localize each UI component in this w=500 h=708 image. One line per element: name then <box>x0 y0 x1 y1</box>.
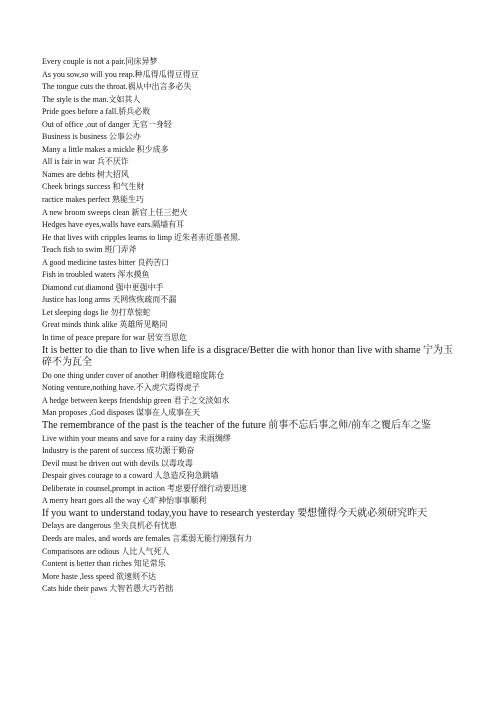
proverb-line: The tongue cuts the throat.祸从中出言多必失 <box>42 82 192 92</box>
proverb-line: The remembrance of the past is the teacher of the future 前事不忘后事之师/前车之覆后车之鉴 <box>42 419 432 431</box>
proverb-line: Devil must be driven out with devils 以毒攻毒 <box>42 458 193 468</box>
proverb-line: The style is the man.文如其人 <box>42 94 141 104</box>
proverb-line: Justice has long arms 天网恢恢疏而不漏 <box>42 295 177 305</box>
proverb-line: Do one thing under cover of another 明修栈道暗度陈仓 <box>42 370 225 380</box>
proverb-line: If you want to understand today,you have to research yesterday 要想懂得今天就必须研究昨天 <box>42 507 428 519</box>
proverb-line: Business is business 公事公办 <box>42 132 141 142</box>
proverb-line: Deliberate in counsel,prompt in action 考虑要仔细行动要迅速 <box>42 483 247 493</box>
proverb-line: As you sow,so will you reap.种瓜得瓜得豆得豆 <box>42 69 199 79</box>
proverb-line: Many a little makes a mickle 积少成多 <box>42 144 169 154</box>
proverb-line: Names are debts 树大招风 <box>42 169 129 179</box>
proverb-line: Out of office ,out of danger 无官一身轻 <box>42 119 172 129</box>
proverb-line: He that lives with cripples learns to limp 近朱者赤近墨者黑. <box>42 232 240 242</box>
proverb-line: More haste ,less speed 欲速则不达 <box>42 571 156 581</box>
proverb-line: Cheek brings success 和气生财 <box>42 182 145 192</box>
proverb-line: Industry is the parent of success 成功源于勤奋 <box>42 446 195 456</box>
proverb-line: Diamond cut diamond 强中更强中手 <box>42 282 164 292</box>
proverb-line: Live within your means and save for a rainy day 未雨绸缪 <box>42 433 231 443</box>
proverb-line: Man proposes ,God disposes 谋事在人成事在天 <box>42 408 200 418</box>
proverb-line: Noting venture,nothing have.不入虎穴焉得虎子 <box>42 383 200 393</box>
proverb-line: A hedge between keeps friendship green 君子之交淡如水 <box>42 395 230 405</box>
proverb-line: Fish in troubled waters 浑水摸鱼 <box>42 270 150 280</box>
proverb-line: A good medicine tastes bitter 良药苦口 <box>42 257 170 267</box>
proverb-line: A merry heart goes all the way 心旷神怡事事顺利 <box>42 496 207 506</box>
proverb-line: All is fair in war 兵不厌诈 <box>42 157 129 167</box>
proverb-line: ractice makes perfect 熟能生巧 <box>42 195 144 205</box>
proverb-line: Great minds think alike 英雄所见略同 <box>42 320 168 330</box>
proverb-line: Hedges have eyes,walls have ears.隔墙有耳 <box>42 220 185 230</box>
proverb-line: Teach fish to swim 班门弄斧 <box>42 245 137 255</box>
proverb-line: Content is better than riches 知足常乐 <box>42 559 166 569</box>
proverb-line: Every couple is not a pair.同床异梦 <box>42 57 158 66</box>
proverb-line: In time of peace prepare for war 居安当思危 <box>42 333 188 343</box>
proverb-list <box>42 56 462 596</box>
proverb-line: Let sleeping dogs lie 勿打草惊蛇 <box>42 307 151 317</box>
proverb-line: Deeds are males, and words are females 言柔弱无能行刚强有力 <box>42 533 253 543</box>
proverb-line: Comparisons are odious 人比人气死人 <box>42 546 170 556</box>
proverb-line: A new broom sweeps clean 新官上任三把火 <box>42 207 188 217</box>
proverb-line: It is better to die than to live when life is a disgrace/Better die with honor than live with shame 宁为玉碎不为瓦全 <box>42 344 454 369</box>
proverb-line: Pride goes before a fall.骄兵必败 <box>42 107 151 117</box>
proverb-line: Delays are dangerous 坐失良机必有忧患 <box>42 521 177 531</box>
proverb-line: Despair gives courage to a coward 人急造反狗急跳墙 <box>42 471 219 481</box>
proverb-line: Cats hide their paws 大智若愚大巧若拙 <box>42 584 174 594</box>
